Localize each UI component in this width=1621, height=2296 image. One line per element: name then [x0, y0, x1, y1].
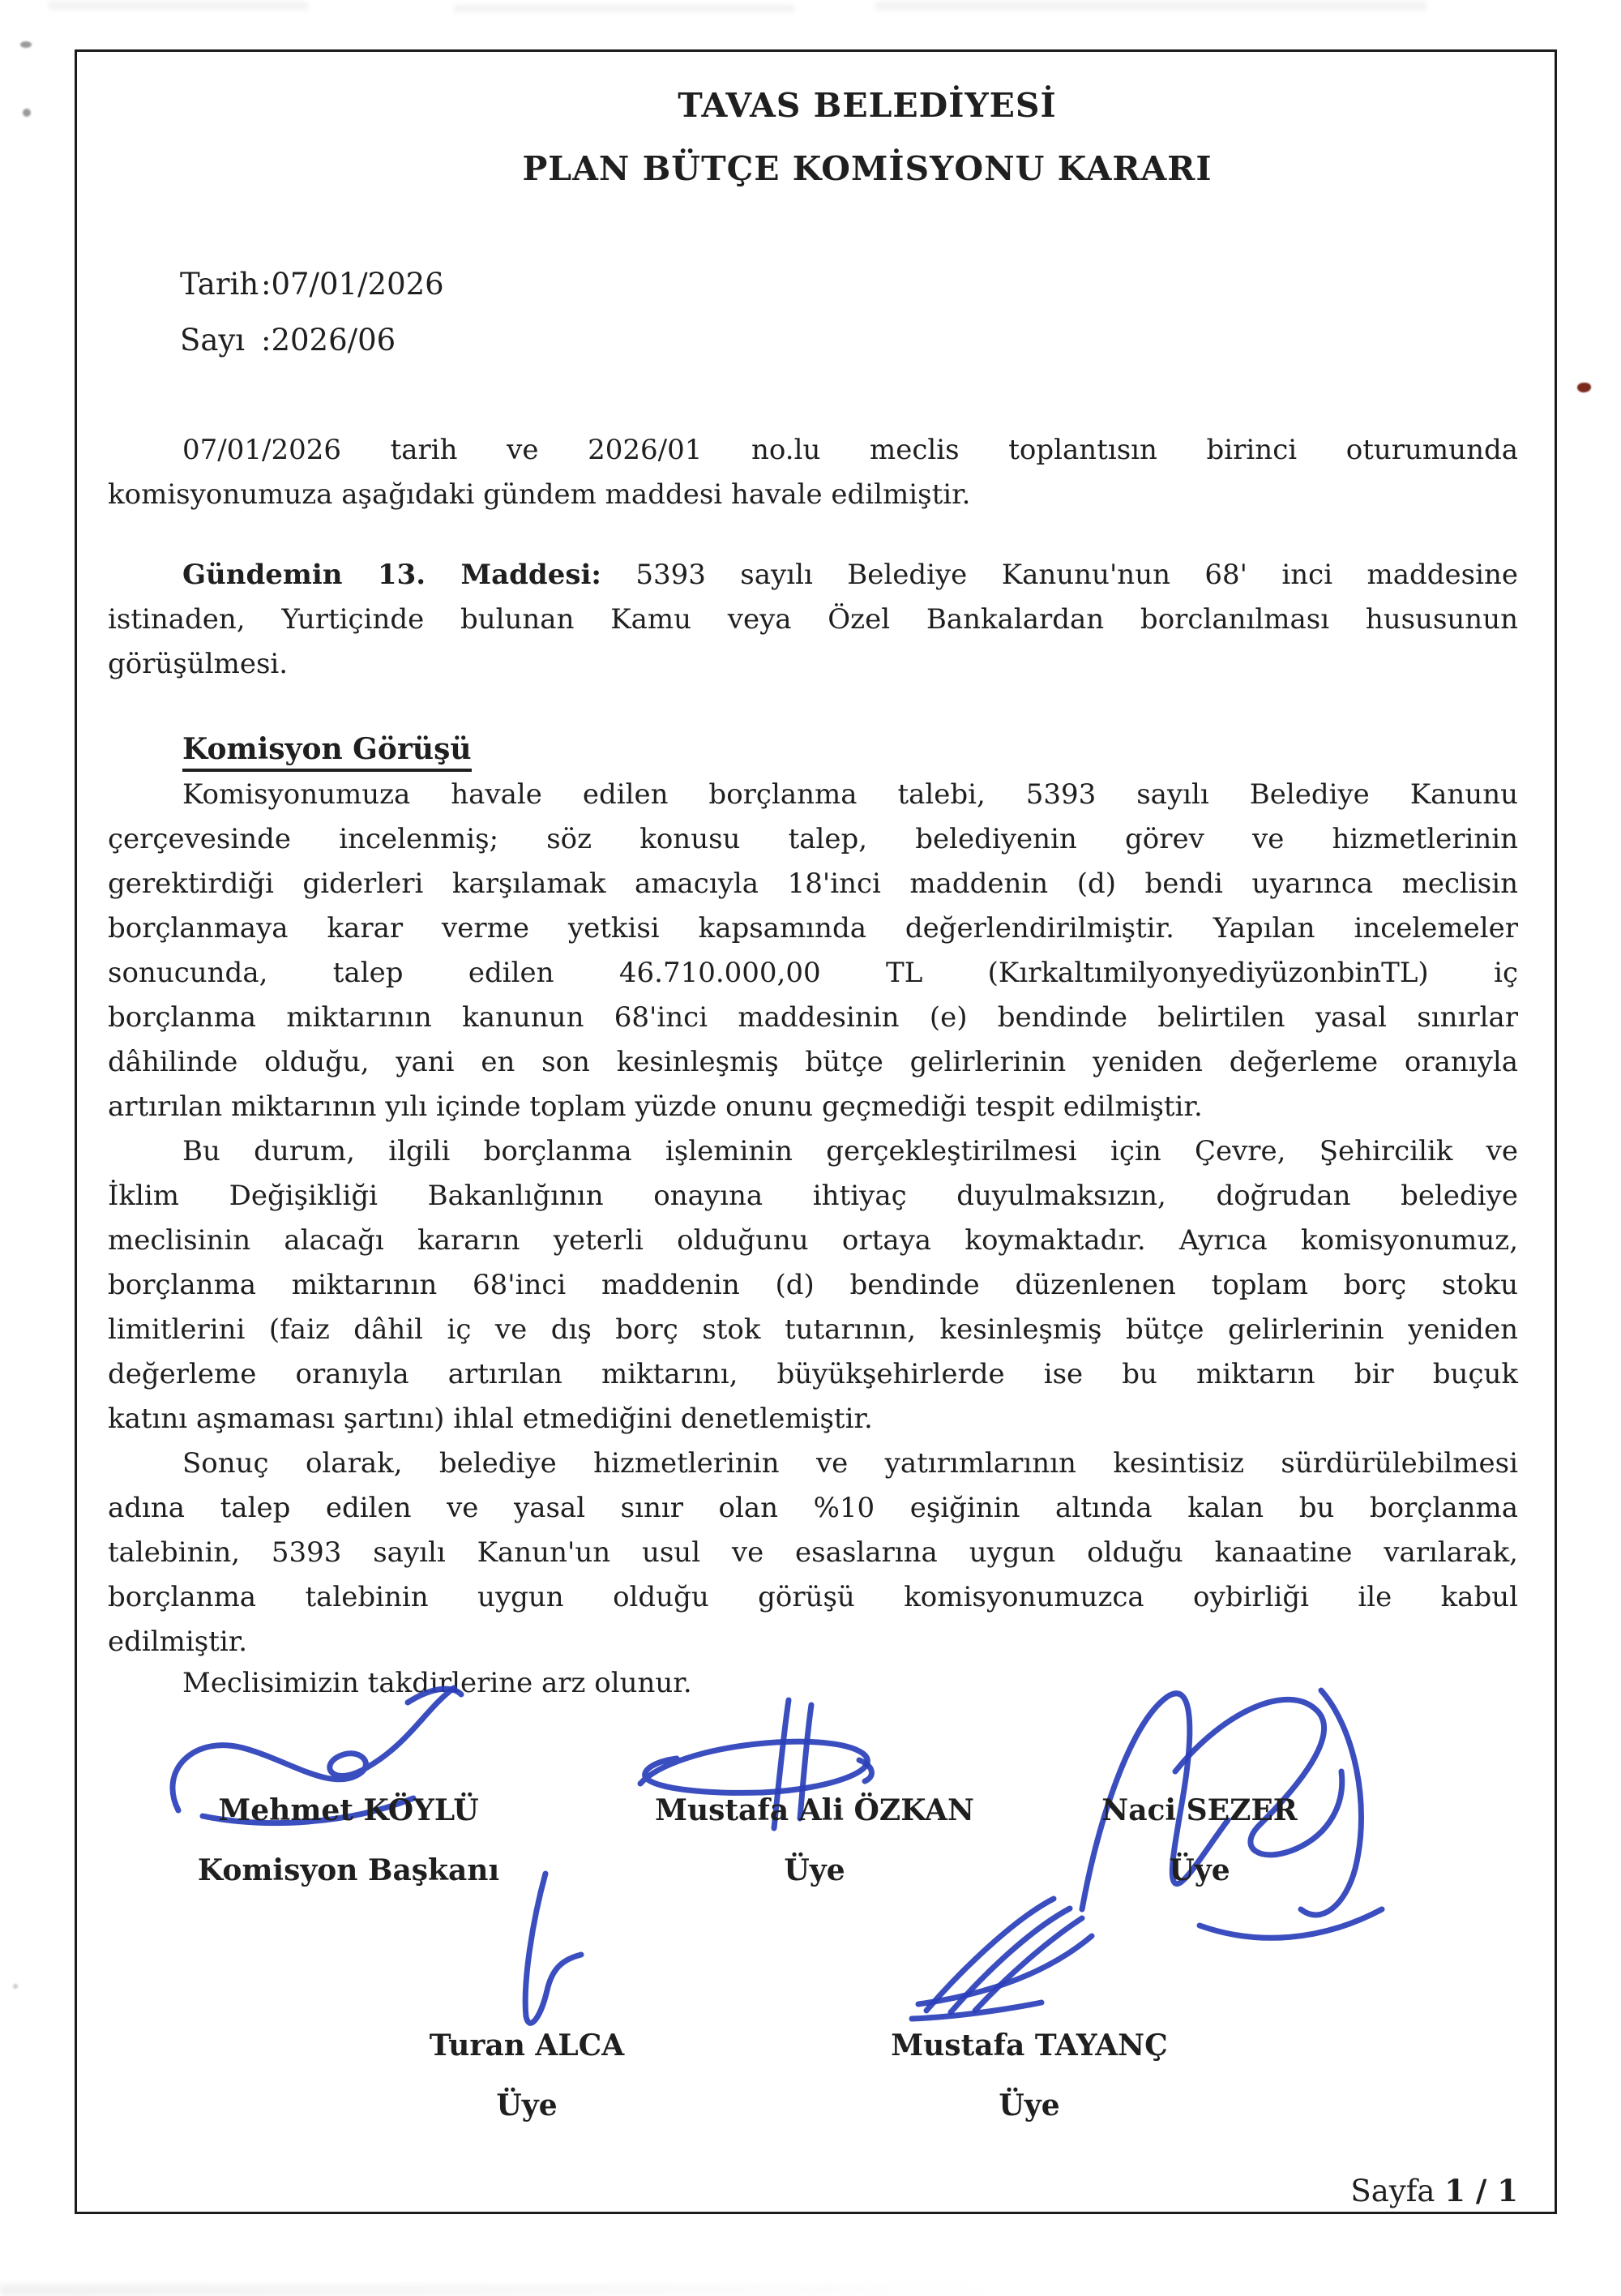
- text-line: edilmiştir.: [108, 1626, 248, 1658]
- signer-role: Komisyon Başkanı: [197, 1853, 500, 1887]
- text-line: limitlerini (faiz dâhil iç ve dış borç stok tutarının, kesinleşmiş bütçe gelirlerinin yeniden: [108, 1313, 1518, 1346]
- text-line: Sonuç olarak, belediye hizmetlerinin ve yatırımlarının kesintisiz sürdürülebilmesi: [182, 1447, 1518, 1480]
- page-number: [108, 2173, 1518, 2208]
- number-value: :2026/06: [261, 323, 396, 358]
- text-line: çerçevesinde incelenmiş; söz konusu talep, belediyenin görev ve hizmetlerinin: [108, 823, 1518, 855]
- scan-bottom-shadow: [0, 2285, 1013, 2296]
- text-line: dâhilinde olduğu, yani en son kesinleşmiş bütçe gelirlerinin yeniden değerleme oranıyla: [108, 1046, 1518, 1078]
- opinion-heading: [182, 732, 472, 766]
- signer-role: Üye: [784, 1853, 845, 1887]
- text-line: meclisinin alacağı kararın yeterli olduğunu ortaya koymaktadır. Ayrıca komisyonumuz,: [108, 1224, 1518, 1257]
- red-ink-stain: [1577, 383, 1591, 392]
- scan-speck-1: [20, 41, 32, 48]
- opinion-paragraph-1: [108, 773, 1518, 1129]
- signer-name: Mehmet KÖYLÜ: [218, 1793, 479, 1827]
- date-label: Tarih: [180, 267, 259, 302]
- signature-block-1: [186, 1793, 511, 1887]
- intro-paragraph: [108, 428, 1518, 517]
- text-line: değerleme oranıyla artırılan miktarını, büyükşehirlerde ise bu miktarın bir buçuk: [108, 1358, 1518, 1390]
- signer-name: Mustafa TAYANÇ: [891, 2028, 1168, 2063]
- opinion-paragraph-2: [108, 1129, 1518, 1441]
- scan-speck-2: [23, 109, 31, 117]
- text-line: talebinin, 5393 sayılı Kanun'un usul ve esaslarına uygun olduğu kanaatine varılarak,: [108, 1536, 1518, 1569]
- text-line: Komisyonumuza havale edilen borçlanma talebi, 5393 sayılı Belediye Kanunu: [182, 778, 1518, 811]
- scan-speck-3: [13, 1984, 18, 1989]
- signer-name: Naci SEZER: [1101, 1793, 1298, 1827]
- document-title: TAVAS BELEDİYESİ: [678, 86, 1057, 125]
- text-line: borçlanmaya karar verme yetkisi kapsamında değerlendirilmiştir. Yapılan incelemeler: [108, 912, 1518, 945]
- opinion-heading-text: Komisyon Görüşü: [182, 732, 472, 772]
- text-line: katını aşmaması şartını) ihlal etmediğini denetlemiştir.: [108, 1403, 873, 1435]
- text-line: gerektirdiği giderleri karşılamak amacıyla 18'inci maddenin (d) bendi uyarınca meclisin: [108, 867, 1518, 900]
- document-subtitle: PLAN BÜTÇE KOMİSYONU KARARI: [522, 149, 1213, 188]
- document-header: [186, 86, 1548, 188]
- scan-smudge-top-right: [875, 2, 1426, 11]
- closing-line: Meclisimizin takdirlerine arz olunur.: [182, 1667, 692, 1699]
- page-number-label: Sayfa: [1350, 2174, 1435, 2208]
- meta-block: [180, 256, 444, 368]
- signature-mustafa-tayanc: [904, 1889, 1102, 2031]
- text-line: görüşülmesi.: [108, 648, 289, 680]
- text-line: borçlanma miktarının kanunun 68'inci maddesinin (e) bendinde belirtilen yasal sınırlar: [108, 1001, 1518, 1034]
- signer-name: Mustafa Ali ÖZKAN: [655, 1793, 974, 1827]
- signer-role: Üye: [496, 2088, 558, 2123]
- signature-block-4: [365, 2028, 689, 2123]
- signer-name: Turan ALCA: [429, 2028, 625, 2063]
- text-line: İklim Değişikliği Bakanlığının onayına ihtiyaç duyulmaksızın, doğrudan belediye: [108, 1180, 1518, 1212]
- text-line: artırılan miktarının yılı içinde toplam yüzde onunu geçmediği tespit edilmiştir.: [108, 1090, 1203, 1123]
- page-number-value: 1 / 1: [1444, 2173, 1518, 2208]
- signer-role: Üye: [999, 2088, 1060, 2123]
- opinion-body: [108, 773, 1518, 1664]
- text-line: borçlanma talebinin uygun olduğu görüşü komisyonumuzca oybirliği ile kabul: [108, 1581, 1518, 1613]
- signer-role: Üye: [1169, 1853, 1230, 1887]
- text-line: adına talep edilen ve yasal sınır olan %10 eşiğinin altında kalan bu borçlanma: [108, 1492, 1518, 1524]
- scan-smudge-top-center: [454, 5, 794, 12]
- scan-smudge-top-left: [49, 2, 308, 10]
- opinion-paragraph-3: [108, 1441, 1518, 1664]
- date-field: [180, 256, 444, 312]
- signature-block-2: [652, 1793, 977, 1887]
- signature-block-3: [1037, 1793, 1362, 1887]
- number-field: [180, 312, 444, 368]
- text-line: istinaden, Yurtiçinde bulunan Kamu veya Özel Bankalardan borclanılması hususunun: [108, 603, 1518, 636]
- text-line: sonucunda, talep edilen 46.710.000,00 TL (KırkaltımilyonyediyüzonbinTL) iç: [108, 957, 1518, 989]
- text-line: Bu durum, ilgili borçlanma işleminin gerçekleştirilmesi için Çevre, Şehircilik ve: [182, 1135, 1518, 1167]
- date-value: :07/01/2026: [261, 267, 444, 302]
- signature-block-5: [867, 2028, 1191, 2123]
- text-line: 07/01/2026 tarih ve 2026/01 no.lu meclis toplantısın birinci oturumunda: [182, 434, 1518, 466]
- text-line: Gündemin 13. Maddesi: 5393 sayılı Belediye Kanunu'nun 68' inci maddesine: [182, 559, 1518, 591]
- agenda-paragraph: [108, 553, 1518, 687]
- number-label: Sayı: [180, 323, 246, 358]
- signature-turan-alca: [466, 1869, 608, 2039]
- text-line: komisyonumuza aşağıdaki gündem maddesi havale edilmiştir.: [108, 478, 971, 511]
- text-line: borçlanma miktarının 68'inci maddenin (d) bendinde düzenlenen toplam borç stoku: [108, 1269, 1518, 1301]
